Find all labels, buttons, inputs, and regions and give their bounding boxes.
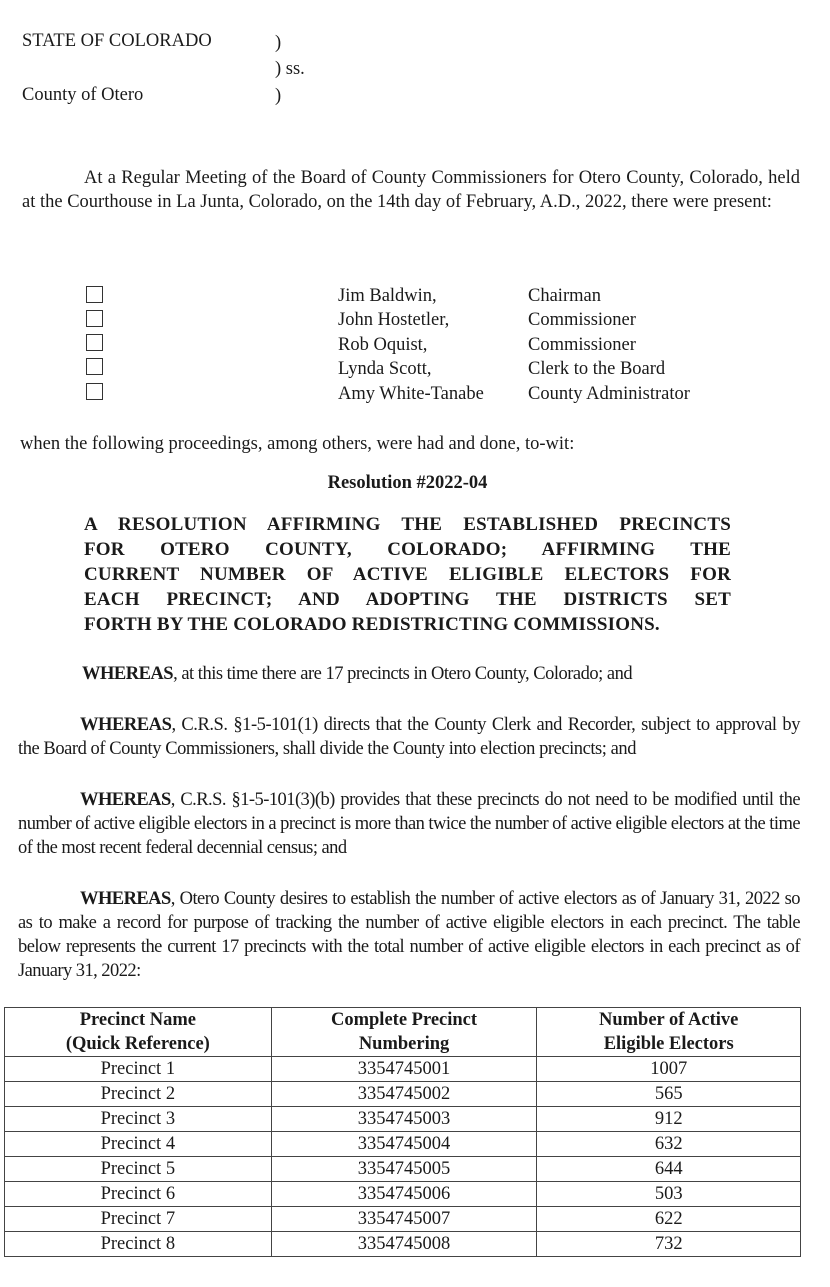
attendee-checkbox[interactable] — [86, 310, 103, 327]
elector-count-cell: 622 — [537, 1207, 801, 1232]
whereas-clause — [18, 887, 800, 983]
resolution-title-line: EACH PRECINCT; AND ADOPTING THE DISTRICTS SET — [84, 589, 731, 610]
header-active-electors: Number of Active Eligible Electors — [537, 1008, 801, 1057]
precinct-number-cell: 3354745001 — [271, 1057, 537, 1082]
table-row — [5, 1132, 801, 1157]
precinct-table — [4, 1007, 801, 1257]
attendee-name: Lynda Scott, — [338, 359, 432, 379]
attendee-role: Chairman — [528, 286, 601, 306]
whereas-text: , C.R.S. §1-5-101(1) directs that the County Clerk and Recorder, subject to approval by the Board of County Commissioners, shall divide the County into election precincts; and — [18, 715, 800, 759]
caption-paren-ss: ) ss. — [275, 59, 305, 79]
whereas-lead: WHEREAS — [80, 790, 171, 810]
elector-count-cell: 503 — [537, 1182, 801, 1207]
precinct-name-cell: Precinct 2 — [5, 1082, 272, 1107]
precinct-name-cell: Precinct 4 — [5, 1132, 272, 1157]
whereas-text: , C.R.S. §1-5-101(3)(b) provides that these precincts do not need to be modified until the number of active eligible electors in a precinct is more than twice the number of active eligible electors at the time of the most recent federal decennial census; and — [18, 790, 800, 858]
attendee-role: Commissioner — [528, 335, 636, 355]
resolution-number: Resolution #2022-04 — [327, 473, 488, 493]
precinct-name-cell: Precinct 3 — [5, 1107, 272, 1132]
table-row — [5, 1082, 801, 1107]
attendee-checkbox[interactable] — [86, 334, 103, 351]
precinct-name-cell: Precinct 7 — [5, 1207, 272, 1232]
elector-count-cell: 632 — [537, 1132, 801, 1157]
attendee-name: Jim Baldwin, — [338, 286, 437, 306]
precinct-number-cell: 3354745007 — [271, 1207, 537, 1232]
caption-state: STATE OF COLORADO — [22, 31, 212, 51]
table-row — [5, 1107, 801, 1132]
table-row — [5, 1157, 801, 1182]
proceedings-line: when the following proceedings, among others, were had and done, to-wit: — [20, 434, 575, 454]
elector-count-cell: 912 — [537, 1107, 801, 1132]
whereas-text: , Otero County desires to establish the number of active electors as of January 31, 2022 so as to make a record for purpose of tracking the number of active eligible electors in each precinct. The table below represents the current 17 precincts with the total number of active eligible electors in each precinct as of January 31, 2022: — [18, 889, 800, 981]
attendee-name: John Hostetler, — [338, 310, 450, 330]
whereas-clause — [18, 713, 800, 761]
attendee-checkbox[interactable] — [86, 286, 103, 303]
whereas-clause — [20, 662, 800, 686]
resolution-title-line: A RESOLUTION AFFIRMING THE ESTABLISHED PRECINCTS — [84, 514, 731, 535]
attendee-role: Clerk to the Board — [528, 359, 666, 379]
precinct-name-cell: Precinct 8 — [5, 1232, 272, 1257]
table-row — [5, 1207, 801, 1232]
whereas-lead: WHEREAS — [80, 889, 171, 909]
precinct-number-cell: 3354745004 — [271, 1132, 537, 1157]
precinct-name-cell: Precinct 5 — [5, 1157, 272, 1182]
whereas-lead: WHEREAS — [80, 715, 172, 735]
header-precinct-numbering: Complete Precinct Numbering — [271, 1008, 537, 1057]
table-header-row — [5, 1008, 801, 1057]
precinct-number-cell: 3354745005 — [271, 1157, 537, 1182]
whereas-lead: WHEREAS — [82, 664, 174, 684]
attendee-checkbox[interactable] — [86, 383, 103, 400]
precinct-number-cell: 3354745003 — [271, 1107, 537, 1132]
header-precinct-name: Precinct Name (Quick Reference) — [5, 1008, 272, 1057]
attendee-name: Amy White-Tanabe — [338, 384, 484, 404]
resolution-title-line: FORTH BY THE COLORADO REDISTRICTING COMMISSIONS. — [84, 614, 660, 635]
resolution-title-line: CURRENT NUMBER OF ACTIVE ELIGIBLE ELECTORS FOR — [84, 564, 731, 585]
elector-count-cell: 644 — [537, 1157, 801, 1182]
precinct-number-cell: 3354745006 — [271, 1182, 537, 1207]
intro-paragraph: At a Regular Meeting of the Board of County Commissioners for Otero County, Colorado, held at the Courthouse in La Junta, Colorado, on the 14th day of February, A.D., 2022, there were present: — [22, 168, 800, 212]
precinct-name-cell: Precinct 1 — [5, 1057, 272, 1082]
attendee-role: County Administrator — [528, 384, 690, 404]
whereas-clause — [18, 788, 800, 860]
precinct-name-cell: Precinct 6 — [5, 1182, 272, 1207]
attendee-role: Commissioner — [528, 310, 636, 330]
caption-county: County of Otero — [22, 85, 144, 105]
resolution-title-line: FOR OTERO COUNTY, COLORADO; AFFIRMING THE — [84, 539, 731, 560]
caption-paren-top: ) — [275, 33, 282, 53]
elector-count-cell: 565 — [537, 1082, 801, 1107]
table-row — [5, 1057, 801, 1082]
elector-count-cell: 1007 — [537, 1057, 801, 1082]
caption-paren-bottom: ) — [275, 86, 282, 106]
attendee-name: Rob Oquist, — [338, 335, 428, 355]
whereas-text: , at this time there are 17 precincts in Otero County, Colorado; and — [173, 664, 633, 684]
table-row — [5, 1232, 801, 1257]
elector-count-cell: 732 — [537, 1232, 801, 1257]
table-row — [5, 1182, 801, 1207]
precinct-number-cell: 3354745008 — [271, 1232, 537, 1257]
attendee-checkbox[interactable] — [86, 358, 103, 375]
precinct-number-cell: 3354745002 — [271, 1082, 537, 1107]
